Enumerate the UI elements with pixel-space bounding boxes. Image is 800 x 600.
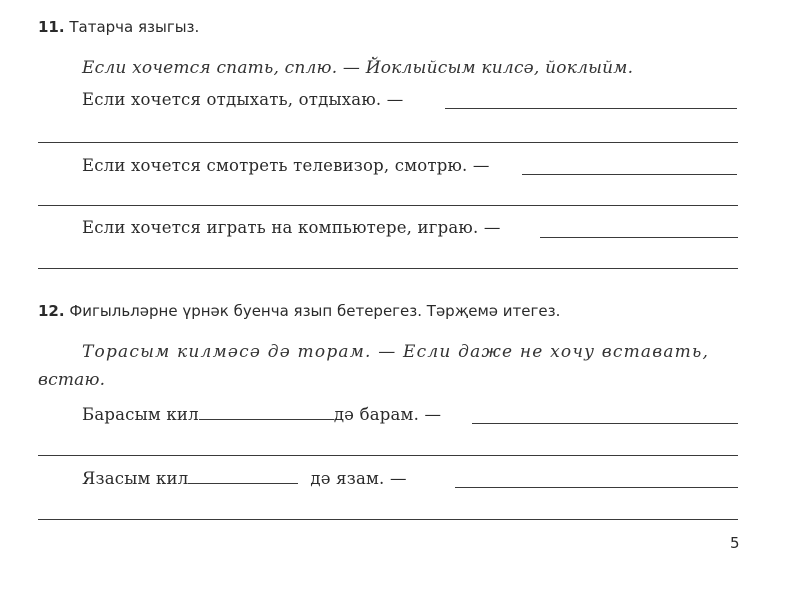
inline-blank[interactable] [199, 405, 334, 420]
exercise-12-example-line-1: Торасым килмәсә дә торам. — Если даже не хочу вставать, [82, 342, 710, 362]
exercise-11-item-2: Если хочется смотреть телевизор, смотрю. — [82, 156, 490, 175]
exercise-11-heading [38, 18, 199, 36]
answer-line[interactable] [38, 268, 738, 269]
exercise-12-title: Фигыльләрне үрнәк буенча язып бетерегез. Тәрҗемә итегез. [69, 302, 561, 320]
exercise-11-item-1: Если хочется отдыхать, отдыхаю. — [82, 90, 404, 109]
answer-line[interactable] [38, 455, 738, 456]
answer-line[interactable] [38, 142, 738, 143]
exercise-12-heading [38, 302, 560, 320]
answer-line[interactable] [522, 174, 737, 175]
exercise-12-item-2 [82, 469, 407, 488]
answer-line[interactable] [38, 519, 738, 520]
exercise-12-item-2-start: Язасым кил [82, 469, 189, 488]
exercise-11-example: Если хочется спать, сплю. — Йоклыйсым килсә, йоклыйм. [82, 58, 634, 78]
exercise-12-item-1-start: Барасым кил [82, 405, 199, 424]
exercise-12-item-1-end: дә барам. — [333, 405, 442, 424]
page-number: 5 [730, 534, 740, 552]
inline-blank[interactable] [188, 469, 298, 484]
exercise-12-item-2-end: дә язам. — [310, 469, 407, 488]
answer-line[interactable] [540, 237, 738, 238]
answer-line[interactable] [472, 423, 738, 424]
exercise-11-number: 11. [38, 18, 65, 36]
answer-line[interactable] [38, 205, 738, 206]
exercise-11-title: Татарча языгыз. [69, 18, 200, 36]
exercise-11-item-3: Если хочется играть на компьютере, играю. — [82, 218, 501, 237]
exercise-12-item-1 [82, 405, 441, 424]
answer-line[interactable] [445, 108, 737, 109]
answer-line[interactable] [455, 487, 738, 488]
exercise-12-number: 12. [38, 302, 65, 320]
exercise-12-example-line-2: встаю. [38, 370, 106, 390]
